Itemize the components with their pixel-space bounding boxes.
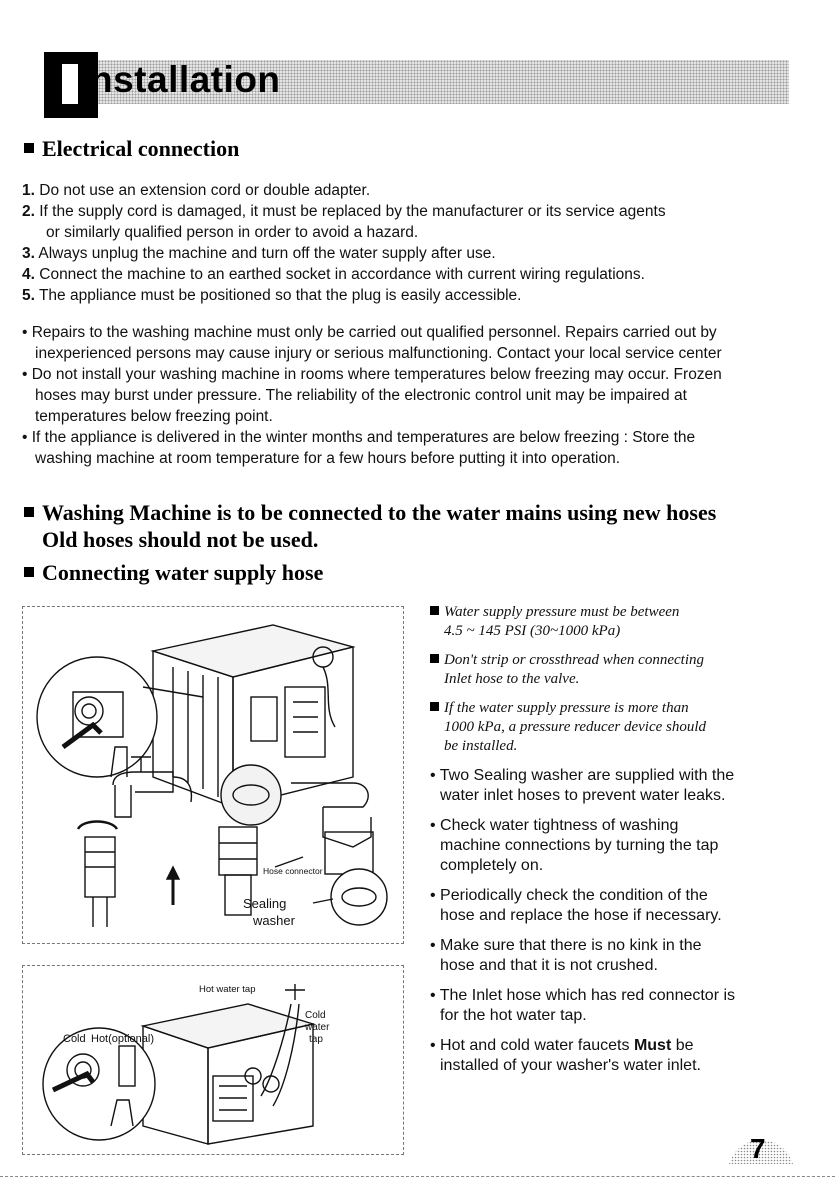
italic-note: Don't strip or crossthread when connecting Inlet hose to the valve. xyxy=(430,651,810,689)
list-item: 4. Connect the machine to an earthed socket in accordance with current wiring regulations. xyxy=(22,266,645,283)
page-bottom-rule xyxy=(0,1176,835,1178)
plain-note: • Make sure that there is no kink in the hose and that it is not crushed. xyxy=(430,937,702,974)
plain-note: • Check water tightness of washing machine connections by turning the tap completely on. xyxy=(430,817,719,874)
list-item: 2. If the supply cord is damaged, it must be replaced by the manufacturer or its service agents or similarly qualified person in order to avoid a hazard. xyxy=(22,203,666,241)
list-item: 3. Always unplug the machine and turn off the water supply after use. xyxy=(22,245,496,262)
list-item: • Do not install your washing machine in rooms where temperatures below freezing may occur. Frozen hoses may burst under pressure. The reliability of the electronic control unit may be impaired at temperatures below freezing point. xyxy=(22,366,722,425)
plain-note: • Two Sealing washer are supplied with the water inlet hoses to prevent water leaks. xyxy=(430,767,735,804)
square-bullet-icon xyxy=(430,606,439,615)
hot-optional-label: Hot(optional) xyxy=(91,1033,154,1045)
hot-cold-tap-figure xyxy=(22,965,404,1155)
list-item: • If the appliance is delivered in the winter months and temperatures are below freezing : Store the washing machine at room temperature for a few hours before putting it into operation. xyxy=(22,429,696,467)
italic-note: Water supply pressure must be between 4.5 ~ 145 PSI (30~1000 kPa) xyxy=(430,603,810,641)
hot-water-tap-label: Hot water tap xyxy=(199,984,256,995)
electrical-bullet-list xyxy=(22,322,822,469)
plain-note: • The Inlet hose which has red connector is for the hot water tap. xyxy=(430,987,736,1024)
notes-column xyxy=(430,603,810,1086)
washer-label: washer xyxy=(253,913,295,928)
cold-label: Cold xyxy=(63,1033,86,1045)
supply-heading: Connecting water supply hose xyxy=(24,560,323,586)
hose-connection-figure xyxy=(22,606,404,944)
washer-tap-illustration xyxy=(23,607,405,945)
header-initial-letter xyxy=(62,64,78,104)
page-number xyxy=(725,1120,797,1168)
square-bullet-icon xyxy=(24,507,34,517)
plain-note: • Hot and cold water faucets Must be installed of your washer's water inlet. xyxy=(430,1037,701,1074)
square-bullet-icon xyxy=(430,702,439,711)
list-item: • Repairs to the washing machine must only be carried out qualified personnel. Repairs carried out by inexperienced persons may cause injury or serious malfunctioning. Contact your local service center xyxy=(22,324,722,362)
sealing-label: Sealing xyxy=(243,896,287,911)
list-item: 5. The appliance must be positioned so that the plug is easily accessible. xyxy=(22,287,522,304)
square-bullet-icon xyxy=(430,654,439,663)
electrical-heading: Electrical connection xyxy=(24,136,239,162)
square-bullet-icon xyxy=(24,143,34,153)
page-title: nstallation xyxy=(90,59,281,100)
cold-water-tap-label-3: tap xyxy=(309,1034,323,1045)
cold-water-tap-label-1: Cold xyxy=(305,1010,326,1021)
plain-note: • Periodically check the condition of the hose and replace the hose if necessary. xyxy=(430,887,722,924)
electrical-numbered-list xyxy=(22,180,812,306)
square-bullet-icon xyxy=(24,567,34,577)
hot-cold-tap-illustration xyxy=(23,966,405,1156)
mains-heading: Washing Machine is to be connected to the water mains using new hoses xyxy=(24,500,716,526)
cold-water-tap-label-2: water xyxy=(305,1022,330,1033)
mains-subheading: Old hoses should not be used. xyxy=(42,527,319,552)
hose-connector-label: Hose connector xyxy=(263,866,323,876)
italic-note: If the water supply pressure is more than 1000 kPa, a pressure reducer device should be installed. xyxy=(430,699,810,756)
list-item: 1. Do not use an extension cord or double adapter. xyxy=(22,182,371,199)
page-number-text: 7 xyxy=(750,1133,766,1164)
